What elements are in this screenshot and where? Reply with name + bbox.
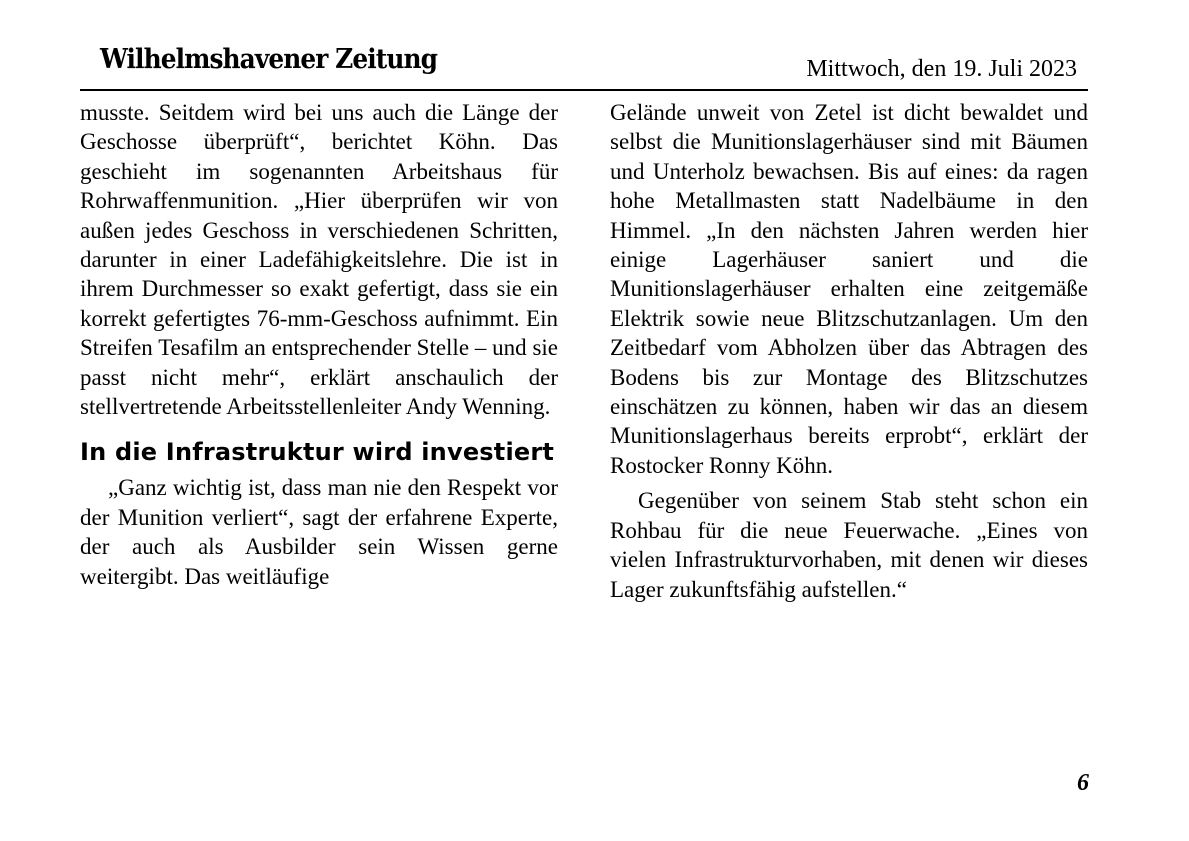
article-paragraph: „Ganz wichtig ist, dass man nie den Respekt vor der Munition verliert“, sagt der erfahrene Experte, der auch als Ausbilder sein Wissen gerne weitergibt. Das weitläufige <box>80 475 558 589</box>
article-paragraph: Gelände unweit von Zetel ist dicht bewaldet und selbst die Munitionslagerhäuser sind mit Bäumen und Unterholz bewachsen. Bis auf eines: da ragen hohe Metallmasten statt Nadelbäume in den Himmel. „In den nächsten Jahren werden hier einige Lagerhäuser saniert und die Munitionslagerhäuser erhalten eine zeitgemäße Elektrik sowie neue Blitzschutzanlagen. Um den Zeitbedarf vom Abholzen über das Abtragen des Bodens bis zur Montage des Blitzschutzes einschätzen zu können, haben wir das an diesem Munitionslagerhaus bereits erprobt“, erklärt der Rostocker Ronny Köhn. <box>610 100 1088 478</box>
article-column-left <box>80 98 558 591</box>
article-paragraph: Gegenüber von seinem Stab steht schon ein Rohbau für die neue Feuerwache. „Eines von vielen Infrastrukturvorhaben, mit denen wir dieses Lager zukunftsfähig aufstellen.“ <box>610 488 1088 602</box>
article-column-right <box>610 98 1088 604</box>
article-paragraph: musste. Seitdem wird bei uns auch die Länge der Geschosse überprüft“, berichtet Köhn. Das geschieht im sogenannten Arbeitshaus für Rohrwaffenmunition. „Hier überprüfen wir von außen jedes Geschoss in verschiedenen Schritten, darunter in einer Ladefähigkeitslehre. Die ist in ihrem Durchmesser so exakt gefertigt, dass sie ein korrekt gefertigtes 76-mm-Geschoss aufnimmt. Ein Streifen Tesafilm an entsprechender Stelle – und sie passt nicht mehr“, erklärt anschaulich der stellvertretende Arbeitsstellenleiter Andy Wenning. <box>80 100 558 420</box>
section-heading: In die Infrastruktur wird investiert <box>80 438 555 467</box>
newspaper-masthead: Wilhelmshavener Zeitung <box>100 44 438 75</box>
issue-date: Mittwoch, den 19. Juli 2023 <box>806 56 1077 82</box>
header-rule <box>80 89 1088 91</box>
page-number: 6 <box>1077 770 1089 796</box>
